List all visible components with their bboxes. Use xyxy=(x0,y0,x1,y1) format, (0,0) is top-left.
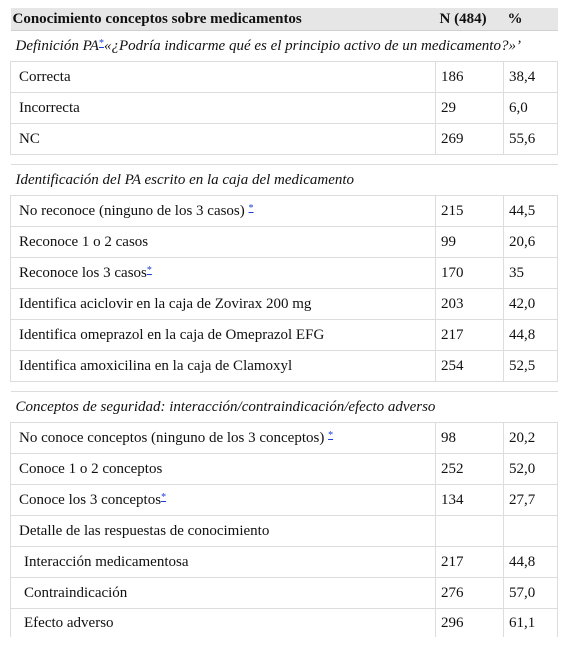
row-n: 296 xyxy=(436,609,504,638)
row-pct: 20,2 xyxy=(504,423,558,454)
row-n: 203 xyxy=(436,289,504,320)
footnote-link[interactable]: * xyxy=(328,429,334,441)
footnote-link[interactable]: * xyxy=(161,491,167,503)
spacer-row xyxy=(11,155,558,165)
table-row xyxy=(11,196,558,227)
row-label: NC xyxy=(11,124,436,155)
row-pct: 44,5 xyxy=(504,196,558,227)
table-row xyxy=(11,454,558,485)
row-pct: 42,0 xyxy=(504,289,558,320)
row-n: 29 xyxy=(436,93,504,124)
row-pct: 44,8 xyxy=(504,547,558,578)
row-n: 254 xyxy=(436,351,504,382)
row-pct: 61,1 xyxy=(504,609,558,638)
section-header xyxy=(11,392,558,423)
table-row xyxy=(11,258,558,289)
section-title-definicion: Definición PA*«¿Podría indicarme qué es el principio activo de un medicamento?»’ xyxy=(11,31,558,62)
row-n: 99 xyxy=(436,227,504,258)
row-n: 134 xyxy=(436,485,504,516)
row-n: 186 xyxy=(436,62,504,93)
table-header-row xyxy=(11,8,558,31)
row-label: No reconoce (ninguno de los 3 casos) * xyxy=(11,196,436,227)
table-row xyxy=(11,423,558,454)
row-pct: 35 xyxy=(504,258,558,289)
row-pct: 27,7 xyxy=(504,485,558,516)
row-pct xyxy=(504,516,558,547)
row-n: 217 xyxy=(436,320,504,351)
table-row xyxy=(11,609,558,638)
spacer-row xyxy=(11,382,558,392)
row-label: Identifica aciclovir en la caja de Zovirax 200 mg xyxy=(11,289,436,320)
row-pct: 52,5 xyxy=(504,351,558,382)
table-row xyxy=(11,320,558,351)
row-label: Conoce 1 o 2 conceptos xyxy=(11,454,436,485)
table-row xyxy=(11,124,558,155)
table-row xyxy=(11,485,558,516)
footnote-link[interactable]: * xyxy=(98,37,104,49)
row-pct: 38,4 xyxy=(504,62,558,93)
row-pct: 6,0 xyxy=(504,93,558,124)
section-title-identificacion: Identificación del PA escrito en la caja del medicamento xyxy=(11,165,558,196)
row-label: Detalle de las respuestas de conocimiento xyxy=(11,516,436,547)
row-label: Conoce los 3 conceptos* xyxy=(11,485,436,516)
row-n: 170 xyxy=(436,258,504,289)
row-pct: 44,8 xyxy=(504,320,558,351)
row-pct: 57,0 xyxy=(504,578,558,609)
row-label: Contraindicación xyxy=(11,578,436,609)
header-pct: % xyxy=(504,8,558,31)
table-row xyxy=(11,351,558,382)
row-n: 217 xyxy=(436,547,504,578)
row-n: 215 xyxy=(436,196,504,227)
table-row xyxy=(11,227,558,258)
footnote-link[interactable]: * xyxy=(146,264,152,276)
row-n: 98 xyxy=(436,423,504,454)
table-row xyxy=(11,516,558,547)
section-header xyxy=(11,31,558,62)
footnote-link[interactable]: * xyxy=(248,202,254,214)
row-label: Identifica amoxicilina en la caja de Clamoxyl xyxy=(11,351,436,382)
row-label: Interacción medicamentosa xyxy=(11,547,436,578)
row-n xyxy=(436,516,504,547)
section-header xyxy=(11,165,558,196)
table-row xyxy=(11,547,558,578)
header-concept: Conocimiento conceptos sobre medicamentos xyxy=(11,8,436,31)
row-label: No conoce conceptos (ninguno de los 3 conceptos) * xyxy=(11,423,436,454)
row-label: Reconoce 1 o 2 casos xyxy=(11,227,436,258)
row-pct: 52,0 xyxy=(504,454,558,485)
row-pct: 55,6 xyxy=(504,124,558,155)
table-row xyxy=(11,289,558,320)
row-n: 252 xyxy=(436,454,504,485)
row-label: Identifica omeprazol en la caja de Omeprazol EFG xyxy=(11,320,436,351)
section-title-seguridad: Conceptos de seguridad: interacción/contraindicación/efecto adverso xyxy=(11,392,558,423)
row-label: Correcta xyxy=(11,62,436,93)
table-row xyxy=(11,62,558,93)
table-row xyxy=(11,578,558,609)
row-label: Reconoce los 3 casos* xyxy=(11,258,436,289)
medication-knowledge-table xyxy=(10,8,558,637)
table-row xyxy=(11,93,558,124)
row-n: 269 xyxy=(436,124,504,155)
header-n: N (484) xyxy=(436,8,504,31)
row-label: Efecto adverso xyxy=(11,609,436,638)
row-label: Incorrecta xyxy=(11,93,436,124)
row-pct: 20,6 xyxy=(504,227,558,258)
row-n: 276 xyxy=(436,578,504,609)
